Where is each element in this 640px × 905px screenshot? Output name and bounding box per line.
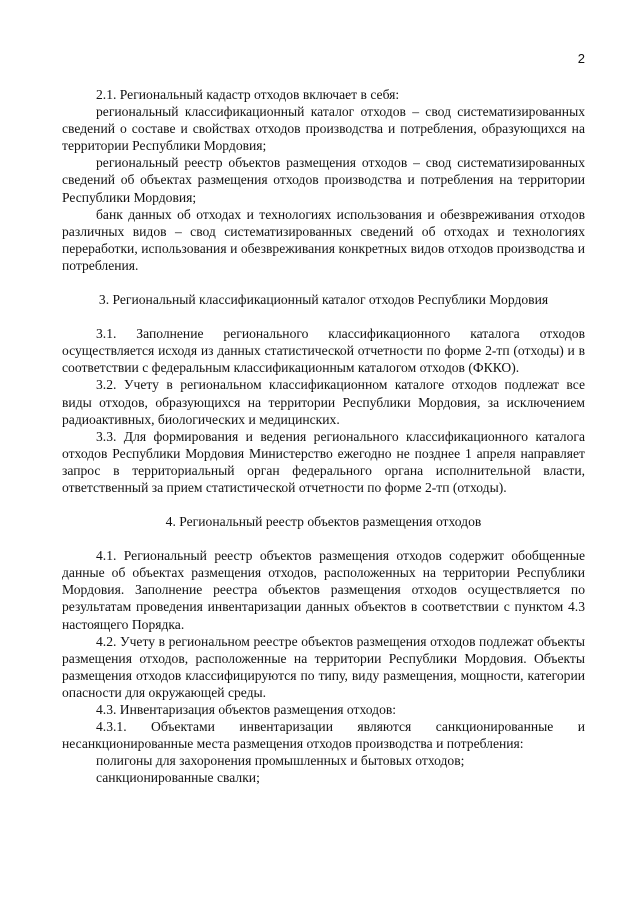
paragraph-4-1: 4.1. Региональный реестр объектов размещения отходов содержит обобщенные данные об объектах размещения отходов, расположенных на территории Республики Мордовия. Заполнение реестра объектов размещения отходов осуществляется по результатам проведения инвентаризации данных объектов в соответствии с пунктом 4.3 настоящего Порядка. [62,548,585,632]
paragraph-3-3: 3.3. Для формирования и ведения регионального классификационного каталога отходов Республики Мордовия Министерство ежегодно не позднее 1 апреля направляет запрос в территориальный орган федерального органа исполнительной власти, ответственный за прием статистической отчетности по форме 2-тп (отходы). [62,428,585,495]
page-number: 2 [577,51,585,66]
paragraph-3-2: 3.2. Учету в региональном классификационном каталоге отходов подлежат все виды отходов, образующихся на территории Республики Мордовия, за исключением радиоактивных, биологических и медицинских. [62,377,585,427]
paragraph-4-2: 4.2. Учету в региональном реестре объектов размещения отходов подлежат объекты размещения отходов, расположенные на территории Республики Мордовия. Объекты размещения отходов классифицируются по типу, виду размещения, мощности, категории опасности для окружающей среды. [62,633,585,700]
section-3-heading: 3. Региональный классификационный каталог отходов Республики Мордовия [98,292,549,308]
list-item-landfills: полигоны для захоронения промышленных и бытовых отходов; [96,753,465,769]
list-item-data-bank: банк данных об отходах и технологиях использования и обезвреживания отходов различных видов – свод систематизированных сведений об отходах и технологиях переработки, использования и обезвреживания конкретных видов отходов производства и потребления. [62,206,585,273]
section-4-heading: 4. Региональный реестр объектов размещения отходов [165,514,482,530]
section-2-1-intro: 2.1. Региональный кадастр отходов включает в себя: [96,87,400,102]
list-item-regional-registry: региональный реестр объектов размещения отходов – свод систематизированных сведений об объектах размещения отходов производства и потребления на территории Республики Мордовия; [62,155,585,205]
paragraph-4-3: 4.3. Инвентаризация объектов размещения отходов: [96,702,397,717]
paragraph-4-3-1: 4.3.1. Объектами инвентаризации являются санкционированные и несанкционированные места размещения отходов производства и потребления: [62,719,585,752]
document-body [62,86,585,786]
paragraph-3-1: 3.1. Заполнение регионального классификационного каталога отходов осуществляется исходя из данных статистической отчетности по форме 2-тп (отходы) и в соответствии с федеральным классификационным каталогом отходов (ФККО). [62,326,585,376]
list-item-regional-catalog: региональный классификационный каталог отходов – свод систематизированных сведений о составе и свойствах отходов производства и потребления, образующихся на территории Республики Мордовия; [62,104,585,154]
list-item-authorized-dumps: санкционированные свалки; [96,770,260,786]
